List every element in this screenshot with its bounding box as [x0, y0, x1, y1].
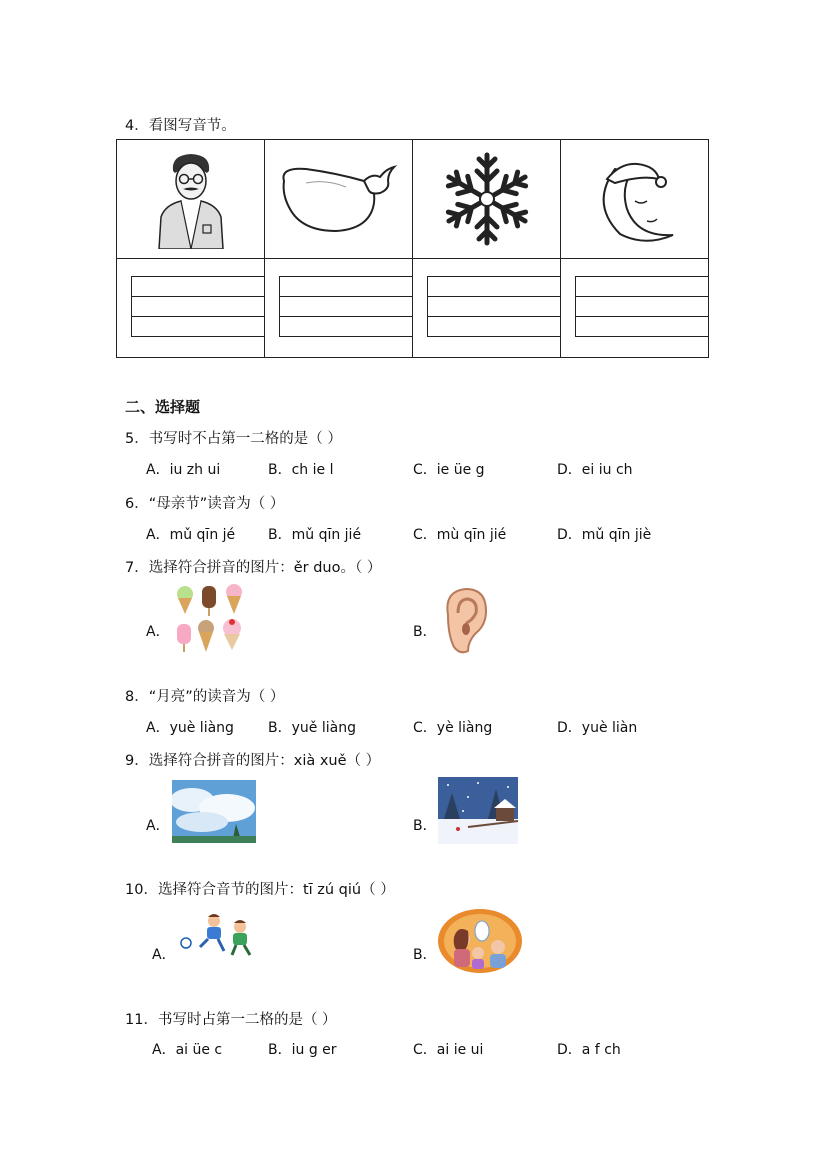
option-b[interactable]: B． — [413, 624, 437, 640]
question-11: 11．书写时占第一二格的是（ ） — [125, 1012, 337, 1028]
option-a[interactable]: A．ai üe c — [152, 1042, 223, 1058]
option-a[interactable]: A．yuè liàng — [146, 720, 234, 736]
pinyin-writing-cell[interactable] — [265, 259, 413, 358]
question-4 — [125, 114, 236, 135]
snowflake-icon — [437, 149, 537, 249]
option-b[interactable]: B． — [413, 818, 437, 834]
pinyin-writing-cell[interactable] — [117, 259, 265, 358]
picture-pinyin-grid — [116, 139, 709, 358]
ice-cream-image[interactable] — [172, 584, 248, 654]
eggplant-icon — [276, 159, 401, 239]
option-b[interactable]: B． — [413, 947, 437, 963]
teacher-icon — [151, 149, 231, 249]
option-d[interactable]: D．yuè liàn — [557, 720, 638, 736]
question-number: 4． — [125, 118, 149, 134]
picture-cell — [413, 140, 561, 259]
option-d[interactable]: D．mǔ qīn jiè — [557, 527, 652, 543]
option-a[interactable]: A．mǔ qīn jé — [146, 527, 236, 543]
option-c[interactable]: C．ai ie ui — [413, 1042, 484, 1058]
question-8: 8．“月亮”的读音为（ ） — [125, 689, 285, 705]
option-d[interactable]: D．ei iu ch — [557, 462, 633, 478]
option-b[interactable]: B．ch ie l — [268, 462, 334, 478]
family-image[interactable] — [438, 909, 522, 973]
question-10: 10．选择符合音节的图片：tī zú qiú（ ） — [125, 882, 395, 898]
option-b[interactable]: B．iu g er — [268, 1042, 337, 1058]
option-c[interactable]: C．yè liàng — [413, 720, 493, 736]
picture-cell — [117, 140, 265, 259]
option-c[interactable]: C．ie üe g — [413, 462, 485, 478]
option-b[interactable]: B．yuě liàng — [268, 720, 356, 736]
question-6: 6．“母亲节”读音为（ ） — [125, 496, 285, 512]
option-a[interactable]: A． — [152, 947, 176, 963]
pinyin-writing-cell[interactable] — [413, 259, 561, 358]
ear-image[interactable] — [438, 585, 490, 655]
option-a[interactable]: A． — [146, 818, 170, 834]
picture-cell — [561, 140, 709, 259]
section-title: 二、选择题 — [125, 398, 201, 416]
question-7: 7．选择符合拼音的图片：ěr duo。（ ） — [125, 560, 382, 576]
option-b[interactable]: B．mǔ qīn jié — [268, 527, 362, 543]
kids-playing-football-image[interactable] — [178, 913, 258, 957]
pinyin-writing-cell[interactable] — [561, 259, 709, 358]
picture-cell — [265, 140, 413, 259]
question-5: 5．书写时不占第一二格的是（ ） — [125, 431, 342, 447]
cloudy-sky-image[interactable] — [172, 780, 256, 843]
question-text: 看图写音节。 — [148, 118, 236, 134]
moon-icon — [585, 149, 685, 249]
option-a[interactable]: A． — [146, 624, 170, 640]
option-a[interactable]: A．iu zh ui — [146, 462, 221, 478]
option-d[interactable]: D．a f ch — [557, 1042, 621, 1058]
option-c[interactable]: C．mù qīn jié — [413, 527, 507, 543]
question-9: 9．选择符合拼音的图片：xià xuě（ ） — [125, 753, 381, 769]
snowy-scene-image[interactable] — [438, 777, 518, 844]
